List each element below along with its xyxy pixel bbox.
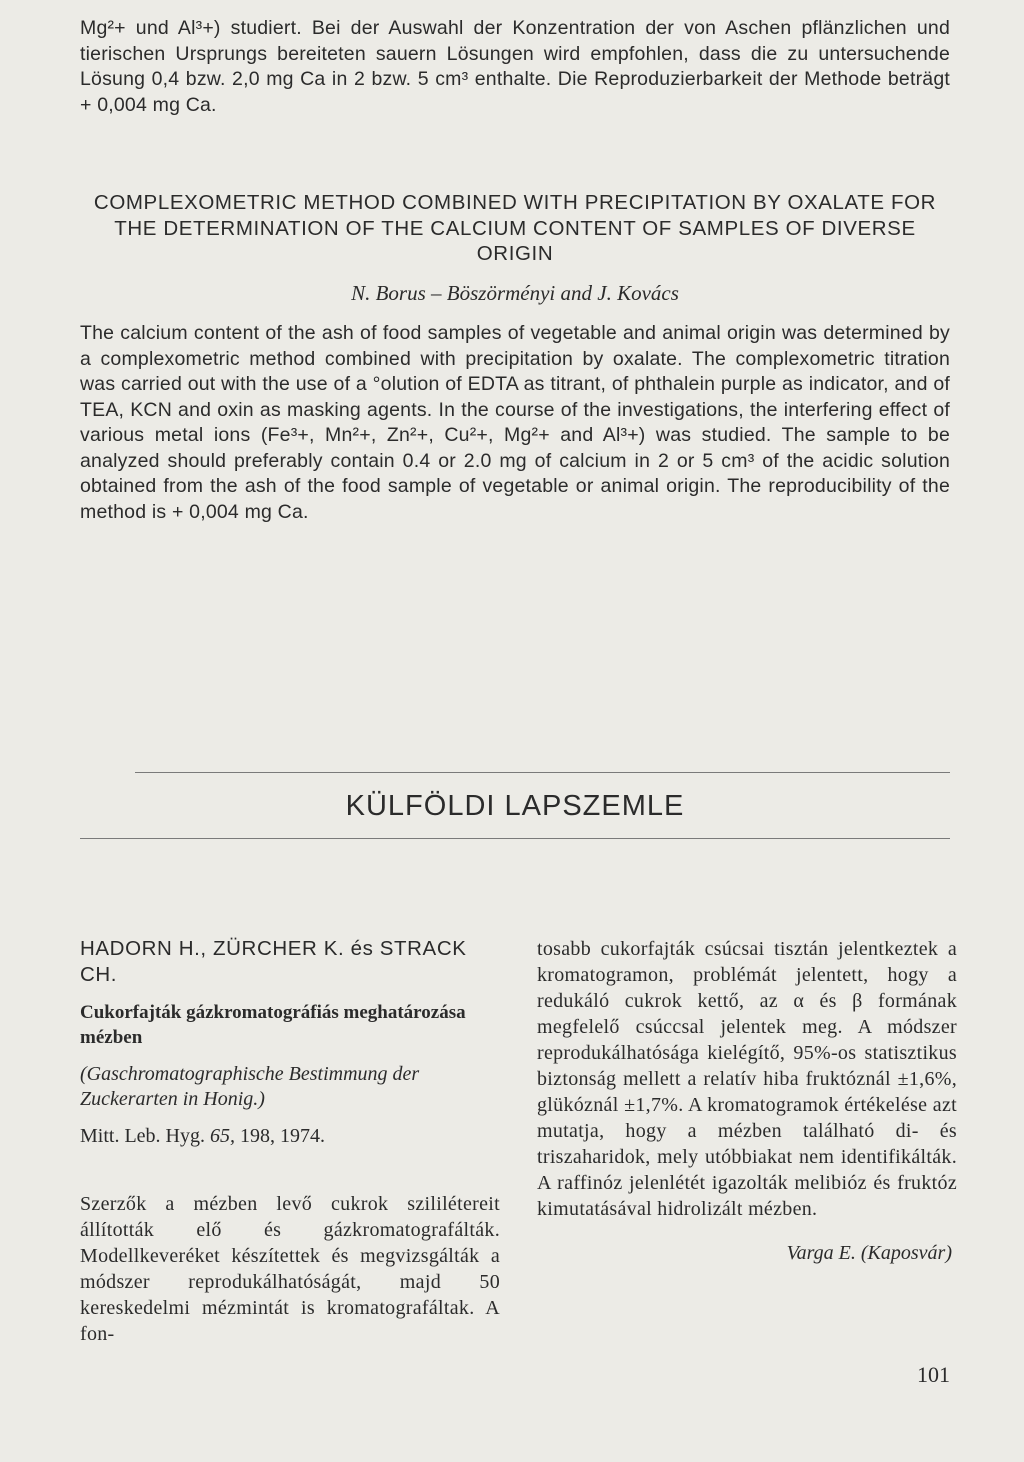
review-title: Cukorfajták gázkromatográfiás meghatározása mézben (80, 1002, 466, 1048)
review-source-volume: 65, (210, 1125, 235, 1147)
article-abstract: The calcium content of the ash of food samples of vegetable and animal origin was determined by a complexometric method combined with precipitation by oxalate. The complexometric titration was carried out with the use of a °olution of EDTA as titrant, of phthalein purple as indicator, and of TEA, KCN and oxin as masking agents. In the course of the investigations, the interfering effect of various metal ions (Fe³+, Mn²+, Zn²+, Cu²+, Mg²+ and Al³+) was studied. The sample to be analyzed should preferably contain 0.4 or 2.0 mg of calcium in 2 or 5 cm³ of the acidic solution obtained from the ash of the food sample of vegetable or animal origin. The reproducibility of the method is + 0,004 mg Ca. (80, 322, 950, 523)
reviewer-signature: Varga E. (Kaposvár) (786, 1242, 952, 1264)
section-divider-top (135, 772, 950, 773)
review-left-column (80, 936, 500, 1347)
review-body-right: tosabb cukorfajták csúcsai tisztán jelentkeztek a kromatogramon, problémát jelentett, hogy a redukáló cukrok kettő, az α és β formának megfelelő csúccsal jelentek meg. A módszer reprodukálhatósága kielégítő, 95%-os statisztikus biztonság mellett a relatív hiba fruktóznál ±1,6%, glükóznál ±1,7%. A kromatogramok értékelése azt mutatja, hogy a mézben található di- és triszaharidok, mely utóbbiakat nem identifikálták. A raffinóz jelenlétét igazolták melibióz és fruktóz kimutatásával hidrolizált mézben. (537, 938, 957, 1220)
continued-paragraph: Mg²+ und Al³+) studiert. Bei der Auswahl der Konzentration der von Aschen pflänzlichen und tierischen Ursprungs bereiteten sauern Lösungen wird empfohlen, dass die zu untersuchende Lösung 0,4 bzw. 2,0 mg Ca in 2 bzw. 5 cm³ enthalte. Die Reproduzierbarkeit der Methode beträgt + 0,004 mg Ca. (80, 17, 950, 116)
review-source-pages: 198, 1974. (240, 1125, 325, 1147)
review-original-title: (Gaschromatographische Bestimmung der Zuckerarten in Honig.) (80, 1063, 420, 1110)
review-source-journal: Mitt. Leb. Hyg. (80, 1125, 205, 1147)
section-title: KÜLFÖLDI LAPSZEMLE (345, 790, 685, 822)
page-number: 101 (917, 1362, 950, 1387)
article-title: COMPLEXOMETRIC METHOD COMBINED WITH PRECIPITATION BY OXALATE FOR THE DETERMINATION OF THE CALCIUM CONTENT OF SAMPLES OF DIVERSE ORIGIN (93, 191, 937, 265)
review-right-column (537, 936, 957, 1265)
review-body-left: Szerzők a mézben levő cukrok szililétereit állították elő és gázkromatografálták. Modellkeveréket készítettek és megvizsgálták a módszer reprodukálhatóságát, majd 50 kereskedelmi mézmintát is kromatografáltak. A fon- (80, 1193, 500, 1345)
section-divider-bottom (80, 838, 950, 839)
review-authors: HADORN H., ZÜRCHER K. és STRACK CH. (80, 937, 467, 986)
review-source (80, 1124, 500, 1149)
article-authors: N. Borus – Böszörményi and J. Kovács (351, 281, 679, 305)
